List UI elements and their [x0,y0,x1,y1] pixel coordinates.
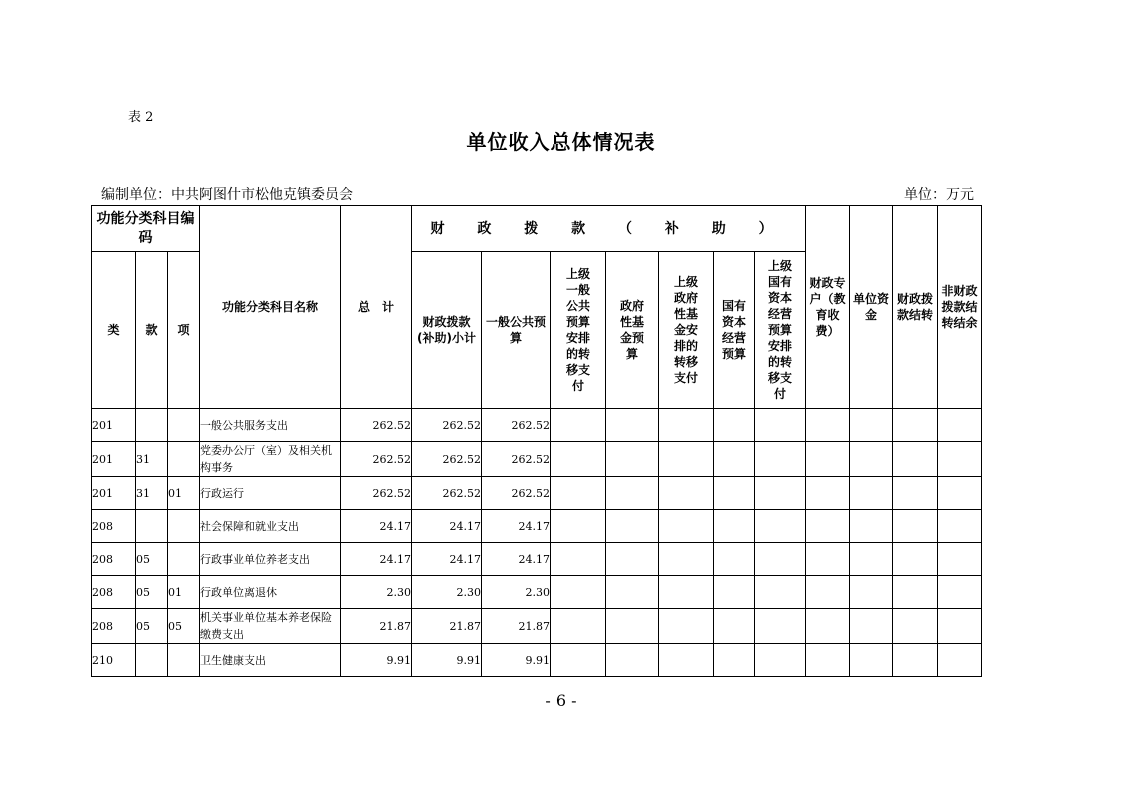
row-state-capital [714,543,755,576]
row-unit-funds [850,510,893,543]
row-non-fiscal-carryover [938,543,982,576]
row-total: 262.52 [341,409,412,442]
row-gov-fund [606,442,659,477]
row-carryover [893,477,938,510]
row-kuan: 05 [136,609,168,644]
row-total: 2.30 [341,576,412,609]
row-xiang: 01 [168,576,200,609]
row-state-capital [714,409,755,442]
row-unit-funds [850,644,893,677]
page-title: 单位收入总体情况表 [466,130,656,154]
row-name: 行政事业单位养老支出 [200,543,341,576]
row-carryover [893,442,938,477]
table-row [92,477,982,510]
row-name: 党委办公厅（室）及相关机构事务 [200,442,341,477]
row-upper-fund-transfer [659,543,714,576]
row-gov-fund [606,644,659,677]
row-carryover [893,543,938,576]
row-general-budget: 262.52 [482,442,551,477]
row-carryover [893,409,938,442]
table-row [92,543,982,576]
row-gov-fund [606,576,659,609]
header-total: 总 计 [341,206,412,409]
row-non-fiscal-carryover [938,477,982,510]
row-upper-state-transfer [755,644,806,677]
header-caizheng-group: 财 政 拨 款 （ 补 助 ） [412,206,806,252]
table-row [92,442,982,477]
row-xiang [168,543,200,576]
row-gov-fund [606,543,659,576]
row-upper-fund-transfer [659,576,714,609]
row-state-capital [714,644,755,677]
row-total: 262.52 [341,477,412,510]
header-xiang: 项 [168,252,200,409]
header-unit-funds: 单位资金 [850,206,893,409]
row-name: 行政运行 [200,477,341,510]
row-upper-state-transfer [755,477,806,510]
row-total: 262.52 [341,442,412,477]
unit-label: 单位：万元 [904,187,974,203]
header-name: 功能分类科目名称 [200,206,341,409]
row-xiang [168,409,200,442]
table-row [92,644,982,677]
row-upper-fund-transfer [659,510,714,543]
row-kuan: 31 [136,477,168,510]
row-subtotal: 262.52 [412,409,482,442]
row-upper-general-transfer [551,609,606,644]
header-special-account: 财政专户（教育收费） [806,206,850,409]
row-special-account [806,543,850,576]
header-subtotal: 财政拨款(补助)小计 [412,252,482,409]
row-carryover [893,576,938,609]
row-subtotal: 21.87 [412,609,482,644]
row-general-budget: 262.52 [482,409,551,442]
row-upper-general-transfer [551,477,606,510]
row-lei: 210 [92,644,136,677]
row-special-account [806,409,850,442]
row-unit-funds [850,576,893,609]
row-total: 9.91 [341,644,412,677]
row-name: 卫生健康支出 [200,644,341,677]
row-unit-funds [850,409,893,442]
row-general-budget: 24.17 [482,510,551,543]
row-kuan: 31 [136,442,168,477]
row-kuan [136,409,168,442]
row-xiang: 01 [168,477,200,510]
row-xiang [168,442,200,477]
row-general-budget: 262.52 [482,477,551,510]
row-special-account [806,644,850,677]
row-carryover [893,609,938,644]
row-upper-general-transfer [551,543,606,576]
row-upper-state-transfer [755,510,806,543]
row-non-fiscal-carryover [938,409,982,442]
row-upper-fund-transfer [659,477,714,510]
row-xiang [168,510,200,543]
row-upper-general-transfer [551,510,606,543]
page-number: - 6 - [545,691,577,710]
row-upper-state-transfer [755,609,806,644]
table-row [92,609,982,644]
row-kuan [136,510,168,543]
row-name: 一般公共服务支出 [200,409,341,442]
row-non-fiscal-carryover [938,442,982,477]
row-upper-fund-transfer [659,609,714,644]
row-xiang: 05 [168,609,200,644]
row-gov-fund [606,609,659,644]
row-non-fiscal-carryover [938,510,982,543]
header-kuan: 款 [136,252,168,409]
row-upper-state-transfer [755,543,806,576]
row-upper-fund-transfer [659,442,714,477]
row-upper-general-transfer [551,409,606,442]
row-general-budget: 21.87 [482,609,551,644]
row-name: 社会保障和就业支出 [200,510,341,543]
row-gov-fund [606,510,659,543]
row-lei: 208 [92,609,136,644]
row-general-budget: 2.30 [482,576,551,609]
row-kuan: 05 [136,576,168,609]
row-lei: 201 [92,409,136,442]
row-total: 21.87 [341,609,412,644]
row-subtotal: 262.52 [412,442,482,477]
table-row [92,576,982,609]
row-special-account [806,477,850,510]
row-state-capital [714,510,755,543]
header-non-fiscal-carryover: 非财政拨款结转结余 [938,206,982,409]
row-upper-state-transfer [755,409,806,442]
header-code-group: 功能分类科目编码 [92,206,200,252]
row-lei: 208 [92,576,136,609]
row-name: 机关事业单位基本养老保险缴费支出 [200,609,341,644]
row-subtotal: 2.30 [412,576,482,609]
row-non-fiscal-carryover [938,576,982,609]
row-special-account [806,510,850,543]
header-upper-fund-transfer: 上级政府性基金安排的转移支付 [659,252,714,409]
row-upper-fund-transfer [659,409,714,442]
table-row [92,510,982,543]
row-upper-general-transfer [551,442,606,477]
header-upper-state-transfer: 上级国有资本经营预算安排的转移支付 [755,252,806,409]
row-xiang [168,644,200,677]
header-lei: 类 [92,252,136,409]
row-subtotal: 24.17 [412,510,482,543]
row-lei: 201 [92,477,136,510]
row-carryover [893,510,938,543]
row-unit-funds [850,442,893,477]
header-general-budget: 一般公共预算 [482,252,551,409]
row-kuan [136,644,168,677]
row-subtotal: 262.52 [412,477,482,510]
row-state-capital [714,609,755,644]
row-gov-fund [606,477,659,510]
row-unit-funds [850,543,893,576]
row-total: 24.17 [341,510,412,543]
row-kuan: 05 [136,543,168,576]
header-gov-fund: 政府性基金预算 [606,252,659,409]
header-state-capital: 国有资本经营预算 [714,252,755,409]
row-lei: 201 [92,442,136,477]
row-non-fiscal-carryover [938,644,982,677]
header-carryover: 财政拨款结转 [893,206,938,409]
row-total: 24.17 [341,543,412,576]
row-gov-fund [606,409,659,442]
row-unit-funds [850,477,893,510]
row-special-account [806,442,850,477]
row-upper-state-transfer [755,576,806,609]
row-upper-fund-transfer [659,644,714,677]
row-general-budget: 24.17 [482,543,551,576]
row-state-capital [714,576,755,609]
row-lei: 208 [92,510,136,543]
row-general-budget: 9.91 [482,644,551,677]
row-unit-funds [850,609,893,644]
row-non-fiscal-carryover [938,609,982,644]
row-state-capital [714,477,755,510]
org-name: 编制单位：中共阿图什市松他克镇委员会 [101,187,353,203]
row-state-capital [714,442,755,477]
row-upper-general-transfer [551,576,606,609]
row-upper-state-transfer [755,442,806,477]
row-upper-general-transfer [551,644,606,677]
table-label: 表 2 [128,110,154,125]
row-special-account [806,609,850,644]
row-subtotal: 24.17 [412,543,482,576]
row-carryover [893,644,938,677]
row-name: 行政单位离退休 [200,576,341,609]
header-upper-general-transfer: 上级一般公共预算安排的转移支付 [551,252,606,409]
table-row [92,409,982,442]
income-table [91,205,982,677]
row-lei: 208 [92,543,136,576]
row-special-account [806,576,850,609]
row-subtotal: 9.91 [412,644,482,677]
